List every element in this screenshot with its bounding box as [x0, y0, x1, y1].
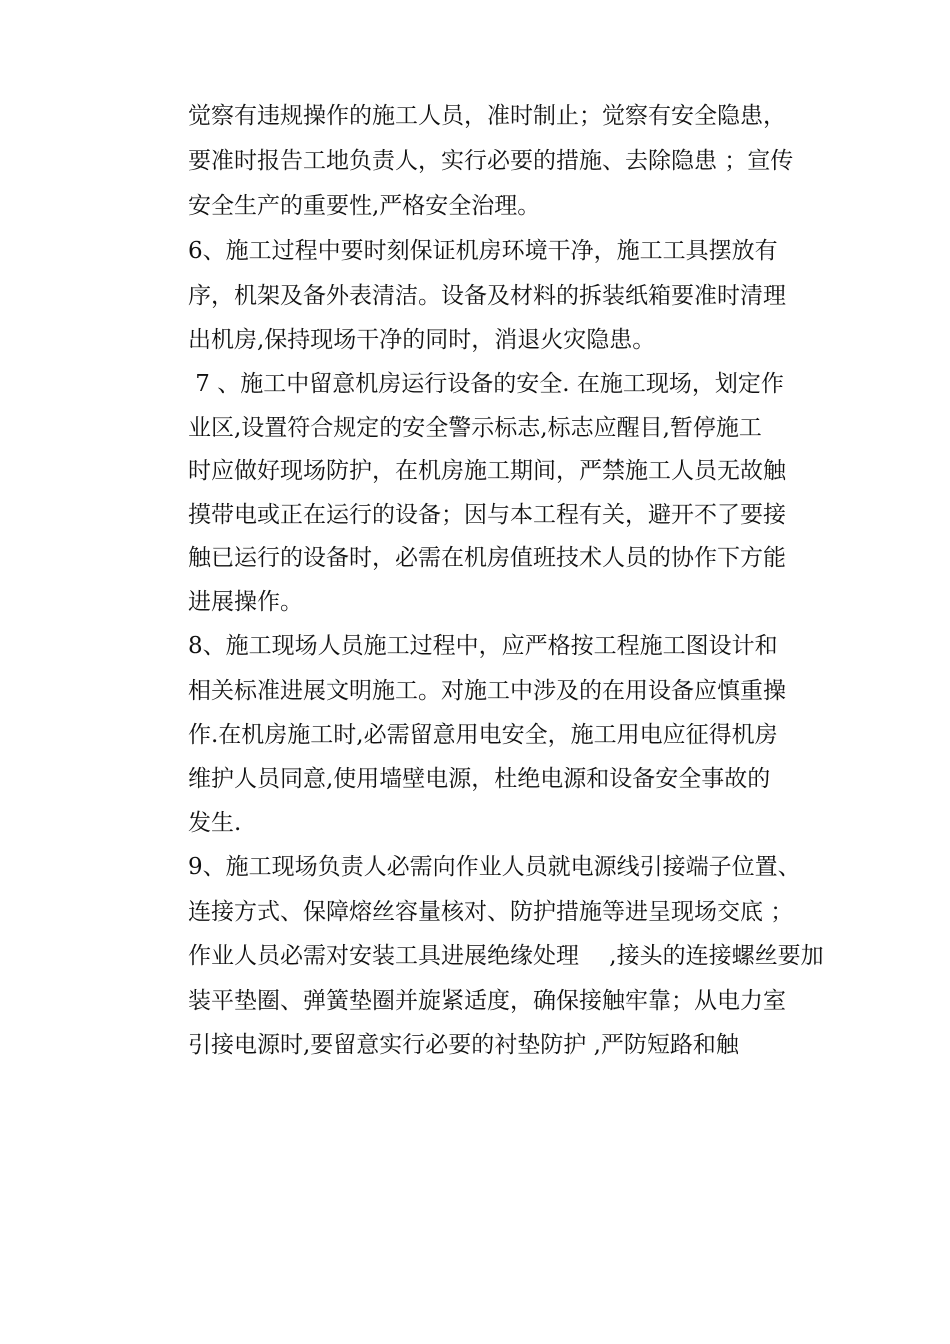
text-line: 摸带电或正在运行的设备；因与本工程有关，避开不了要接 [188, 502, 786, 528]
text-line: 发生. [188, 810, 242, 836]
text-line: 连接方式、保障熔丝容量核对、防护措施等进呈现场交底 ； [188, 899, 794, 925]
text-line: 装平垫圈、弹簧垫圈并旋紧适度，确保接触牢靠；从电力室 [188, 988, 786, 1014]
text-line: 安全生产的重要性,严格安全治理。 [188, 193, 541, 219]
text-line: 6、施工过程中要时刻保证机房环境干净，施工工具摆放有 [188, 238, 778, 264]
text-line: 8、施工现场人员施工过程中，应严格按工程施工图设计和 [188, 633, 778, 659]
text-line: 维护人员同意,使用墙壁电源，杜绝电源和设备安全事故的 [188, 766, 771, 792]
text-line: 7 、施工中留意机房运行设备的安全. 在施工现场，划定作 [188, 371, 784, 397]
text-line: 觉察有违规操作的施工人员，准时制止；觉察有安全隐患， [188, 103, 786, 129]
text-line: 引接电源时,要留意实行必要的衬垫防护 ,严防短路和触 [188, 1032, 739, 1058]
text-line: 业区,设置符合规定的安全警示标志,标志应醒目,暂停施工 [188, 415, 762, 441]
text-line: 9、施工现场负责人必需向作业人员就电源线引接端子位置、 [188, 854, 801, 880]
text-line: 要准时报告工地负责人，实行必要的措施、去除隐患 ；宣传 [188, 148, 794, 174]
text-line: 序，机架及备外表清洁。设备及材料的拆装纸箱要准时清理 [188, 283, 786, 309]
text-line: 作.在机房施工时,必需留意用电安全，施工用电应征得机房 [188, 722, 778, 748]
text-line: 相关标准进展文明施工。对施工中涉及的在用设备应慎重操 [188, 678, 786, 704]
text-line: 时应做好现场防护，在机房施工期间，严禁施工人员无故触 [188, 458, 786, 484]
text-line: 触已运行的设备时，必需在机房值班技术人员的协作下方能 [188, 545, 786, 571]
text-line: 进展操作。 [188, 589, 303, 615]
text-line: 出机房,保持现场干净的同时，消退火灾隐患。 [188, 327, 656, 353]
text-line: 作业人员必需对安装工具进展绝缘处理 ,接头的连接螺丝要加 [188, 943, 824, 969]
